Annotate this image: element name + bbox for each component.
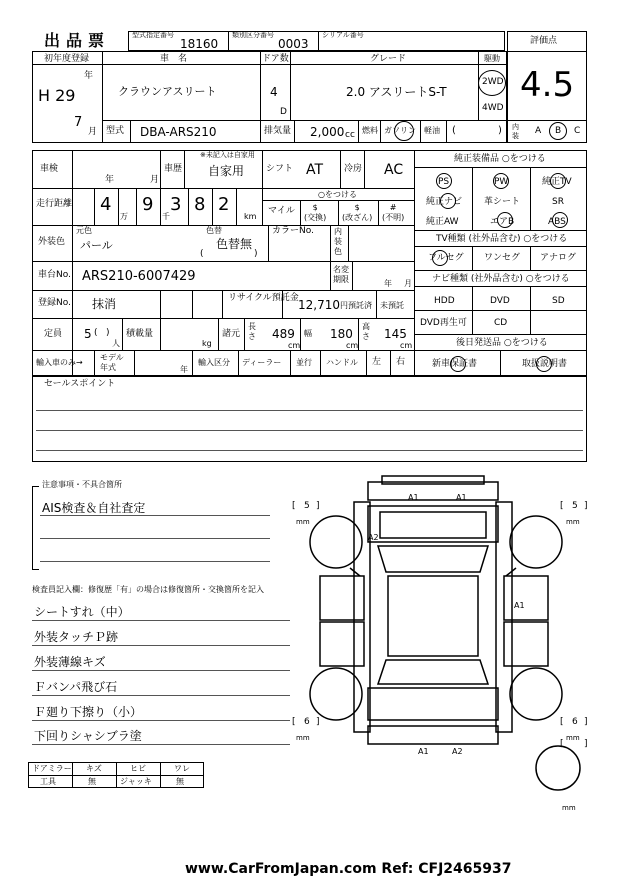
dims-label: 諸元 [222,329,241,339]
height-unit: cm [400,341,413,350]
legend-v3: ジャッキ [120,777,152,786]
chassis: ARS210-6007429 [82,269,196,284]
left-label: 左 [372,357,382,367]
tv-fullseg: フルセグ [428,253,464,263]
repaint-label: 色替 [206,226,222,235]
interior-b-circle [549,122,567,140]
capacity-label: 定員 [44,329,63,339]
nc-year-unit: 年 [384,279,392,288]
tv-fullseg-circle [432,250,448,266]
insp-month-unit: 月 [150,175,160,185]
later-title: 後日発送品 ○をつける [456,338,548,348]
name-change-label: 名変期限 [333,265,349,284]
exchange-label: $ (交換) [304,203,327,222]
dealer-label: ディーラー [242,358,282,367]
mileage-digit-2: 9 [142,194,154,215]
fuel-circle [394,121,414,141]
paren-open: ( [200,249,204,259]
car-diagram [290,472,590,812]
notes-label: 注意事項・不具合箇所 [42,480,122,489]
tv-title: TV種類 (社外品含む) ○をつける [436,234,568,244]
fuel-gasoline: ガソリン [384,126,416,135]
roof [388,576,478,656]
svg-text:[: [ [560,739,564,749]
legend-v4: 無 [176,777,184,786]
svg-text:[: [ [292,717,296,727]
model-label: 型式 [106,126,125,136]
import-type-label: 輸入区分 [198,358,230,367]
equip-leather: 革シート [484,197,521,207]
equip-abs-circle [552,212,568,228]
inspector-item-6: 下回りシャシブラ塗 [34,729,142,743]
mile-label: マイル [268,206,295,216]
mark-left-front: A2 [368,533,379,542]
legend-h3: ヒビ [130,764,146,773]
man-unit: 万 [120,212,128,221]
recycle: 12,710 [298,298,340,312]
svg-text:]: ] [316,501,320,511]
mileage-digit-5: 2 [218,194,230,215]
type-code-label: 型式指定番号 [132,31,174,39]
equip-aw: 純正AW [426,217,459,227]
interior-c: C [574,126,581,136]
mark-front-1: A1 [408,493,419,502]
inspector-item-4: Ｆバンパ飛び石 [34,680,118,694]
navi-dvd: DVD [490,296,510,306]
repaint: 色替無 [216,237,253,251]
usage-label: 車歴 [164,164,183,174]
serial-label: シリアル番号 [322,31,364,39]
tire-fl-unit: mm [296,518,310,526]
legend-h2: キズ [86,764,102,773]
length-label: 長さ [248,322,256,341]
score-value: 4.5 [520,65,575,105]
recycle-label: リサイクル預託金 [228,293,299,303]
svg-text:[: [ [560,501,564,511]
usage-note: ※未記入は自家用 [200,151,255,159]
mileage-label: 走行距離 [36,199,73,209]
svg-text:]: ] [584,739,588,749]
usage: 自家用 [208,164,245,178]
height-label: 高さ [362,322,370,341]
tire-fr [510,516,562,568]
shift: AT [306,162,324,178]
displacement-unit: cc [345,130,355,140]
color-no-label: カラーNo. [272,226,314,236]
fuel-label: 燃料 [362,126,378,135]
interior-a: A [535,126,542,136]
model-year-label: モデル年式 [100,353,124,372]
svg-text:]: ] [316,717,320,727]
shift-label: シフト [266,164,294,174]
tire-rr [510,668,562,720]
equip-ps-circle [436,173,452,189]
note-1: AIS検査＆自社査定 [42,501,146,515]
load-label: 積載量 [126,329,154,339]
model-year-unit: 年 [180,365,188,374]
rear-bumper [368,726,498,744]
tire-rr-unit: mm [566,734,580,742]
displacement-label: 排気量 [264,126,292,136]
width-label: 幅 [304,329,312,338]
mark-rear-1: A1 [418,747,429,756]
door-rr [504,622,548,666]
year-unit: 年 [84,71,94,81]
height: 145 [384,327,407,341]
legend-h4: ワレ [174,764,190,773]
first-reg-label: 初年度登録 [44,54,90,64]
reg: 抹消 [92,297,117,311]
tv-analog: アナログ [540,253,577,263]
doors-label: ドア数 [262,54,289,64]
inspector-item-1: シートすれ（中） [34,605,130,619]
door-rl [320,622,364,666]
drive-4wd: 4WD [482,103,504,113]
footer-ref: www.CarFromJapan.com Ref: CFJ2465937 [185,861,512,877]
import-label: 輸入車のみ→ [36,358,83,367]
month-unit: 月 [88,127,98,137]
inspector-item-2: 外装タッチＰ跡 [34,630,119,644]
equip-title: 純正装備品 ○をつける [454,154,546,164]
right-label: 右 [396,357,406,367]
equip-navi-circle [440,193,456,209]
mark-front-2: A1 [456,493,467,502]
equip-tv: 純正TV [542,177,572,187]
navi-cd: CD [494,318,508,328]
width-unit: cm [346,341,359,350]
navi-dvdplay: DVD再生可 [420,318,467,328]
legend-v1: 工具 [40,777,56,786]
length: 489 [272,327,295,341]
recycle-unit: 円預託済 [340,301,372,310]
doors: 4 [270,85,278,99]
color-label: 外装色 [38,237,66,247]
grade: 2.0 アスリートS-T [346,85,447,99]
ac: AC [384,162,404,178]
model: DBA-ARS210 [140,125,217,139]
mileage-digit-1: 4 [100,194,112,215]
orig-color-label: 元色 [76,226,92,235]
navi-sd: SD [552,296,565,306]
navi-title: ナビ種類 (社外品含む) ○をつける [432,274,570,284]
tire-spare [536,746,580,790]
score-label: 評価点 [530,36,558,46]
interior-label: 内装 [512,123,519,140]
color-type: パール [80,239,113,252]
inspection-label: 車検 [40,164,59,174]
door-fl [320,576,364,620]
sales-label: セールスポイント [44,379,116,389]
svg-text:[: [ [560,717,564,727]
door-suffix: D [280,107,287,117]
svg-text:[: [ [292,501,296,511]
interior-b: B [555,126,562,136]
tire-rl-unit: mm [296,734,310,742]
later-manual-circle [536,356,552,372]
mileage-digit-3: 3 [170,194,182,215]
equip-navi: 純正ナビ [426,197,463,207]
paren-close: ) [254,249,258,259]
chassis-label: 車台No. [38,270,71,280]
equip-pw-circle [493,173,509,189]
inspector-item-3: 外装薄線キズ [34,655,106,669]
later-warranty: 新車保証書 [432,359,478,369]
insp-year-unit: 年 [105,175,115,185]
length-unit: cm [288,341,301,350]
equip-pw: PW [494,177,509,187]
grade-label: グレード [370,54,407,64]
tire-rr-depth: 6 [572,717,578,727]
first-reg-era: H 29 [38,86,76,105]
later-manual: 取扱説明書 [522,359,568,369]
trunk [368,688,498,720]
kg-unit: kg [202,339,212,348]
svg-text:]: ] [584,717,588,727]
tire-fr-depth: 5 [572,501,578,511]
windshield [378,546,488,572]
equip-sr: SR [552,197,564,207]
type-code: 18160 [180,37,219,51]
mileage-digit-4: 8 [194,194,206,215]
legend-h1: ドアミラー [32,764,72,773]
drive-2wd-circle [478,70,506,96]
door-fr [504,576,548,620]
class-code-label: 類別区分番号 [232,31,274,39]
first-reg-month: 7 [74,115,83,130]
rear-window [378,660,488,684]
tire-fl-depth: 5 [304,501,310,511]
circle-note: ○をつける [318,190,357,199]
drive-label: 駆動 [484,54,500,63]
tv-oneseg: ワンセグ [484,253,521,263]
fuel-diesel: 軽油 [424,126,440,135]
interior-color-label: 内装色 [334,227,342,256]
drive-2wd: 2WD [482,77,504,87]
class-code: 0003 [278,37,309,51]
sen-unit: 千 [162,212,170,221]
navi-hdd: HDD [434,296,455,306]
inspector-label: 検査員記入欄：修復歴「有」の場合は修復箇所・交換箇所を記入 [32,585,264,594]
mark-rear-2: A2 [452,747,463,756]
km-unit: km [244,212,257,221]
nc-month-unit: 月 [404,279,412,288]
equip-ps: PS [438,177,450,187]
tire-fr-unit: mm [566,518,580,526]
equip-tv-circle [550,173,566,189]
later-warranty-circle [450,356,466,372]
recycle-unpaid: 未預託 [380,301,404,310]
inspector-item-5: Ｆ廻り下擦り（小） [34,705,143,719]
capacity: 5 [84,327,92,341]
reg-label: 登録No. [38,298,71,308]
mark-right-door: A1 [514,601,525,610]
car-name-label: 車 名 [160,54,188,64]
legend-v2: 無 [88,777,96,786]
equip-abs: ABS [548,217,566,227]
tamper-label: $ (改ざん) [342,203,373,222]
ac-label: 冷房 [344,164,363,174]
unknown-label: # (不明) [382,203,405,222]
handle-label: ハンドル [326,358,358,367]
displacement: 2,000 [310,125,345,139]
tire-rl-depth: 6 [304,717,310,727]
equip-airbag-circle [497,212,513,228]
equip-airbag: エアB [490,217,515,227]
width: 180 [330,327,353,341]
car-name: クラウンアスリート [118,85,217,98]
capacity-unit: 人 [112,339,120,348]
parallel-label: 並行 [296,358,312,367]
page-title: 出品票 [44,31,111,50]
svg-text:]: ] [584,501,588,511]
tire-spare-unit: mm [562,804,576,812]
